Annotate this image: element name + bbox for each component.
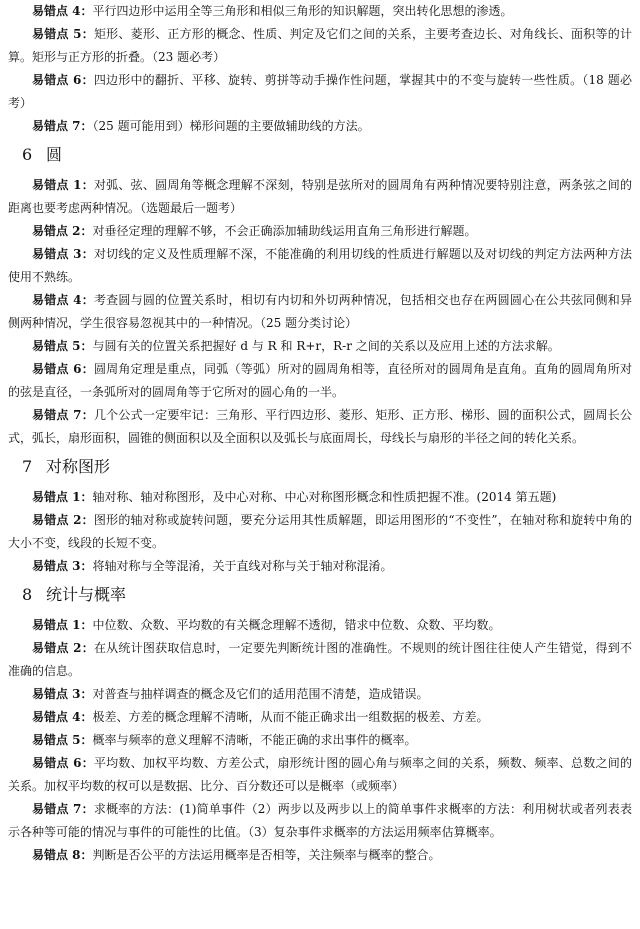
item-tag: 易错点 3：: [32, 687, 93, 701]
list-item: [8, 69, 632, 115]
list-item: [8, 220, 632, 243]
item-text: 圆周角定理是重点，同弧（等弧）所对的圆周角相等，直径所对的圆周角是直角。直角的圆周角所对的弦是直径，一条弧所对的圆周角等于它所对的圆心角的一半。: [8, 362, 632, 399]
item-text: 将轴对称与全等混淆，关于直线对称与关于轴对称混淆。: [92, 559, 393, 573]
item-tag: 易错点 6：: [32, 362, 94, 376]
list-item: [8, 243, 632, 289]
list-item: [8, 335, 632, 358]
list-item: [8, 23, 632, 69]
item-text: 图形的轴对称或旋转问题，要充分运用其性质解题，即运用图形的“不变性”，在轴对称和旋转中角的大小不变，线段的长短不变。: [8, 513, 632, 550]
section-title: 统计与概率: [46, 585, 127, 604]
item-text: 矩形、菱形、正方形的概念、性质、判定及它们之间的关系，主要考查边长、对角线长、面积等的计算。矩形与正方形的折叠。（23 题必考）: [8, 27, 632, 64]
item-tag: 易错点 3：: [32, 247, 94, 261]
list-item: [8, 729, 632, 752]
list-item: [8, 555, 632, 578]
item-text: 对弧、弦、圆周角等概念理解不深刻，特别是弦所对的圆周角有两种情况要特别注意，两条弦之间的距离也要考虑两种情况。（选题最后一题考）: [8, 178, 632, 215]
section-heading: [22, 138, 632, 172]
item-text: 判断是否公平的方法运用概率是否相等，关注频率与概率的整合。: [92, 848, 441, 862]
item-text: 概率与频率的意义理解不清晰，不能正确的求出事件的概率。: [92, 733, 417, 747]
list-item: [8, 509, 632, 555]
list-item: [8, 706, 632, 729]
item-tag: 易错点 2：: [32, 641, 94, 655]
item-tag: 易错点 7：: [32, 408, 94, 422]
section-circle: [8, 138, 632, 450]
section-number: 6: [22, 145, 33, 164]
section-title: 圆: [46, 145, 63, 164]
item-tag: 易错点 4：: [32, 710, 93, 724]
list-item: [8, 174, 632, 220]
item-text: 与圆有关的位置关系把握好 d 与 R 和 R+r，R-r 之间的关系以及应用上述的方法求解。: [92, 339, 560, 353]
item-tag: 易错点 5：: [32, 27, 94, 41]
item-text: 极差、方差的概念理解不清晰，从而不能正确求出一组数据的极差、方差。: [92, 710, 489, 724]
item-tag: 易错点 3：: [32, 559, 93, 573]
section-quadrilateral-continued: [8, 0, 632, 138]
item-text: 对普查与抽样调查的概念及它们的适用范围不清楚，造成错误。: [92, 687, 429, 701]
list-item: [8, 844, 632, 867]
item-tag: 易错点 8：: [32, 848, 93, 862]
item-text: 考查圆与圆的位置关系时，相切有内切和外切两种情况，包括相交也存在两圆圆心在公共弦同侧和异侧两种情况，学生很容易忽视其中的一种情况。（25 题分类讨论）: [8, 293, 632, 330]
section-symmetric-figures: [8, 450, 632, 578]
list-item: [8, 404, 632, 450]
item-tag: 易错点 7：: [32, 802, 94, 816]
list-item: [8, 637, 632, 683]
item-text: （25 题可能用到）梯形问题的主要做辅助线的方法。: [92, 119, 370, 133]
item-text: 平均数、加权平均数、方差公式，扇形统计图的圆心角与频率之间的关系，频数、频率、总数之间的关系。加权平均数的权可以是数据、比分、百分数还可以是概率（或频率）: [8, 756, 632, 793]
item-text: 求概率的方法：(1)简单事件（2）两步以及两步以上的简单事件求概率的方法：利用树状或者列表表示各种等可能的情况与事件的可能性的比值。（3）复杂事件求概率的方法运用频率估算概率。: [8, 802, 632, 839]
item-tag: 易错点 2：: [32, 513, 94, 527]
list-item: [8, 614, 632, 637]
list-item: [8, 486, 632, 509]
item-text: 平行四边形中运用全等三角形和相似三角形的知识解题，突出转化思想的渗透。: [92, 4, 513, 18]
item-text: 对切线的定义及性质理解不深，不能准确的利用切线的性质进行解题以及对切线的判定方法两种方法使用不熟练。: [8, 247, 632, 284]
item-tag: 易错点 1：: [32, 618, 93, 632]
item-tag: 易错点 2：: [32, 224, 93, 238]
item-tag: 易错点 7：: [32, 119, 93, 133]
item-tag: 易错点 6：: [32, 73, 94, 87]
list-item: [8, 115, 632, 138]
section-heading: [22, 578, 632, 612]
item-tag: 易错点 1：: [32, 490, 93, 504]
item-tag: 易错点 1：: [32, 178, 94, 192]
list-item: [8, 752, 632, 798]
item-tag: 易错点 6：: [32, 756, 94, 770]
list-item: [8, 0, 632, 23]
item-text: 对垂径定理的理解不够，不会正确添加辅助线运用直角三角形进行解题。: [92, 224, 477, 238]
section-title: 对称图形: [46, 457, 111, 476]
section-number: 8: [22, 585, 33, 604]
item-tag: 易错点 5：: [32, 733, 93, 747]
list-item: [8, 358, 632, 404]
item-text: 四边形中的翻折、平移、旋转、剪拼等动手操作性问题，掌握其中的不变与旋转一些性质。（18 题必考）: [8, 73, 633, 110]
item-text: 轴对称、轴对称图形，及中心对称、中心对称图形概念和性质把握不准。(2014 第五题): [92, 490, 557, 504]
section-number: 7: [22, 457, 33, 476]
item-tag: 易错点 5：: [32, 339, 93, 353]
list-item: [8, 798, 632, 844]
item-tag: 易错点 4：: [32, 293, 94, 307]
item-text: 在从统计图获取信息时，一定要先判断统计图的准确性。不规则的统计图往往使人产生错觉，得到不准确的信息。: [8, 641, 632, 678]
list-item: [8, 683, 632, 706]
item-text: 中位数、众数、平均数的有关概念理解不透彻，错求中位数、众数、平均数。: [92, 618, 501, 632]
section-heading: [22, 450, 632, 484]
item-tag: 易错点 4：: [32, 4, 93, 18]
list-item: [8, 289, 632, 335]
section-statistics-probability: [8, 578, 632, 867]
item-text: 几个公式一定要牢记：三角形、平行四边形、菱形、矩形、正方形、梯形、圆的面积公式，圆周长公式，弧长，扇形面积，圆锥的侧面积以及全面积以及弧长与底面周长，母线长与扇形的半径之间的转化关系。: [8, 408, 632, 445]
